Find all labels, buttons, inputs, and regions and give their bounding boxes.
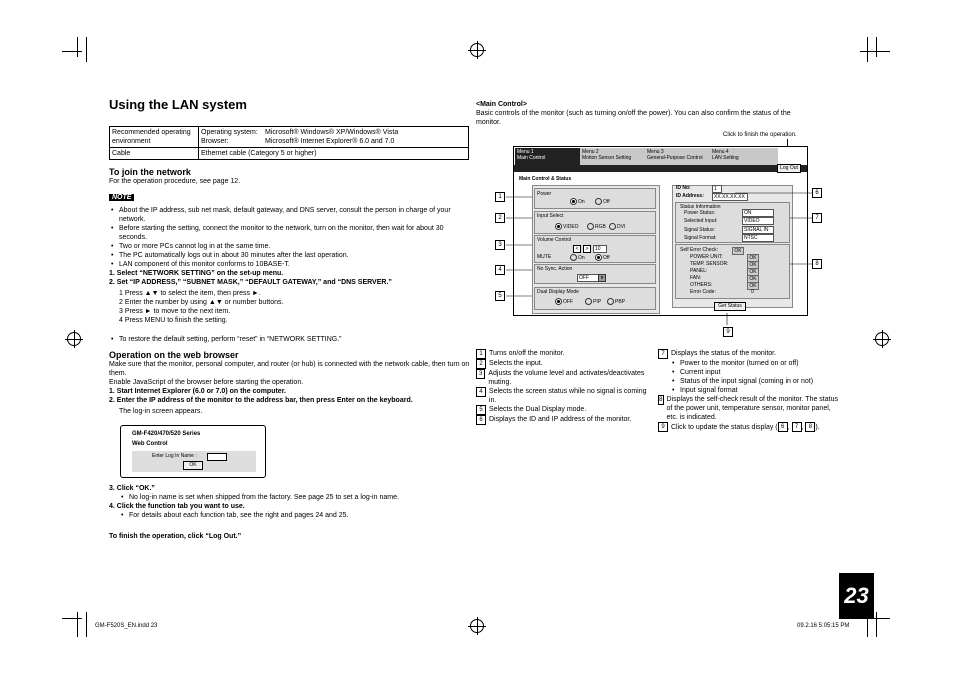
get-status-button[interactable]: Get Status bbox=[714, 302, 746, 311]
page-title: Using the LAN system bbox=[109, 97, 247, 112]
step: 1. Select “NETWORK SETTING” on the set-up menu. bbox=[109, 270, 284, 277]
step: 2. Set “IP ADDRESS,” “SUBNET MASK,” “DEFAULT GATEWAY,” and “DNS SERVER.” bbox=[109, 279, 392, 286]
footer-right: 09.2.16 5:05:15 PM bbox=[797, 623, 850, 629]
main-control-heading: <Main Control> bbox=[476, 101, 527, 108]
paragraph: Make sure that the monitor, personal computer, and router (or hub) is connected with the network cable, then turn on them. bbox=[109, 361, 470, 377]
callout-5: 5 bbox=[495, 291, 505, 301]
list-item: • No log-in name is set when shipped from the factory. See page 25 to set a log-in name. bbox=[129, 493, 471, 502]
note-list bbox=[109, 206, 471, 269]
intro-text: For the operation procedure, see page 12. bbox=[109, 178, 241, 185]
crop-mark bbox=[62, 618, 82, 619]
list-item: • Power to the monitor (turned on or off) bbox=[680, 359, 838, 368]
dual-display-group: Dual Display Mode OFF PIP PBP bbox=[534, 287, 656, 310]
note-label: NOTE bbox=[109, 194, 134, 201]
status-info-group: Status Information Power Status: ON Selected Input: VIDEO Signal Status: SIGNAL IN Signal Format: NTSC bbox=[675, 202, 790, 243]
page-number: 23 bbox=[839, 573, 874, 619]
callout-2: 2 bbox=[495, 213, 505, 223]
main-control-desc: Basic controls of the monitor (such as turning on/off the power). You can also confirm the status of the monitor. bbox=[476, 110, 791, 126]
substep: 2 Enter the number by using ▲▼ or number buttons. bbox=[119, 299, 284, 306]
power-group: Power On Off bbox=[534, 188, 656, 209]
callout-6: 6 bbox=[812, 188, 822, 198]
crop-mark bbox=[62, 51, 82, 52]
crop-mark bbox=[876, 612, 877, 637]
step: 4. Click the function tab you want to use. bbox=[109, 503, 245, 510]
crop-mark bbox=[86, 37, 87, 62]
list-item: • Before starting the setting, connect the monitor to the network, turn on the monitor, then wait for about 30 seconds. bbox=[119, 224, 471, 242]
tab-main-control[interactable]: Menu 1 Main Control bbox=[515, 148, 583, 166]
registration-mark-icon bbox=[67, 332, 81, 346]
volume-value: 10 bbox=[593, 245, 607, 253]
crop-mark bbox=[77, 37, 78, 57]
nosync-group: No Sync. Action OFF ▾ bbox=[534, 264, 656, 284]
crop-mark bbox=[876, 37, 877, 57]
tab-lan-setting[interactable]: Menu 4 LAN Setting bbox=[710, 148, 778, 166]
table-cell: Recommended operating environment bbox=[110, 127, 199, 148]
legend-left: 1 Turns on/off the monitor. 2 Selects the input. 3 Adjusts the volume level and activates/deactivates muting. 4 Selects the screen status while no signal is coming in. 5 Selects the Dual Display mode. 6 Displays the ID and IP address of the monitor. bbox=[476, 349, 654, 425]
finish-text: To finish the operation, click “Log Out.” bbox=[109, 533, 242, 540]
logout-callout: Click to finish the operation. bbox=[723, 132, 797, 138]
callout-3: 3 bbox=[495, 240, 505, 250]
login-prompt: Enter Log In Name : bbox=[152, 453, 197, 459]
table-cell: Operating system: Microsoft® Windows® XP/Windows® Vista Browser: Microsoft® Internet Explorer® 6.0 and 7.0 bbox=[199, 127, 469, 148]
volume-down-button[interactable]: < bbox=[573, 245, 581, 253]
join-network-section bbox=[109, 167, 471, 344]
callout-7: 7 bbox=[812, 213, 822, 223]
list-item: • Current input bbox=[680, 368, 838, 377]
chevron-down-icon[interactable]: ▾ bbox=[598, 274, 606, 282]
substep: 3 Press ► to move to the next item. bbox=[119, 308, 231, 315]
login-subtitle: Web Control bbox=[132, 441, 168, 447]
tab-motion-sensor[interactable]: Menu 2 Motion Sensor Setting bbox=[580, 148, 648, 166]
crop-mark bbox=[77, 612, 78, 637]
list-item: • About the IP address, sub net mask, default gateway, and DNS server, consult the person in charge of your network. bbox=[119, 206, 471, 224]
step: 1. Start Internet Explorer (6.0 or 7.0) on the computer. bbox=[109, 388, 286, 395]
callout-lines bbox=[480, 180, 820, 330]
callout-4: 4 bbox=[495, 265, 505, 275]
paragraph: Enable JavaScript of the browser before starting the operation. bbox=[109, 379, 304, 386]
paragraph: The log-in screen appears. bbox=[119, 408, 203, 415]
callout-8: 8 bbox=[812, 259, 822, 269]
web-browser-section bbox=[109, 350, 471, 416]
input-group: Input Select VIDEO RGB DVI bbox=[534, 211, 656, 234]
table-cell: Cable bbox=[110, 148, 199, 160]
list-item: • The PC automatically logs out in about 30 minutes after the last operation. bbox=[119, 251, 471, 260]
callout-1: 1 bbox=[495, 192, 505, 202]
nosync-select[interactable]: OFF bbox=[577, 274, 599, 282]
list-item: • Input signal format bbox=[680, 386, 838, 395]
tab-general-purpose[interactable]: Menu 3 General-Purpose Control bbox=[645, 148, 713, 166]
login-name-input[interactable] bbox=[207, 453, 227, 461]
step: 3. Click “OK.” bbox=[109, 485, 155, 492]
list-item: • For details about each function tab, see the right and pages 24 and 25. bbox=[129, 511, 471, 520]
panel-title: Main Control & Status bbox=[519, 176, 572, 182]
crop-mark bbox=[867, 37, 868, 62]
crop-mark bbox=[860, 51, 890, 52]
volume-up-button[interactable]: > bbox=[583, 245, 591, 253]
self-error-group: Self Error Check: OK POWER UNIT: OK TEMP. SENSOR: OK PANEL: OK FAN: OK OTHERS: OK Error Code: 0 bbox=[675, 244, 790, 299]
substep: 4 Press MENU to finish the setting. bbox=[119, 317, 228, 324]
substep: 1 Press ▲▼ to select the item, then press ►. bbox=[119, 290, 261, 297]
table-cell: Ethernet cable (Category 5 or higher) bbox=[199, 148, 469, 160]
section-heading: Operation on the web browser bbox=[109, 350, 239, 360]
step: 2. Enter the IP address of the monitor to the address bar, then press Enter on the keyboard. bbox=[109, 397, 413, 404]
login-title: GM-F420/470/520 Series bbox=[132, 431, 201, 437]
logout-button[interactable]: Log Out bbox=[777, 164, 801, 173]
registration-mark-icon bbox=[875, 332, 889, 346]
ok-button[interactable]: OK bbox=[183, 461, 203, 470]
list-item: • Two or more PCs cannot log in at the same time. bbox=[119, 242, 471, 251]
callout-9: 9 bbox=[723, 327, 733, 337]
section-heading: To join the network bbox=[109, 167, 191, 177]
table-row bbox=[110, 127, 469, 148]
registration-mark-icon bbox=[470, 43, 484, 57]
crop-mark bbox=[86, 612, 87, 637]
volume-group: Volume Control < > 10 MUTE On Off bbox=[534, 235, 656, 263]
requirements-table bbox=[109, 126, 469, 160]
list-item: • Status of the input signal (coming in or not) bbox=[680, 377, 838, 386]
list-item: • To restore the default setting, perform “reset” in “NETWORK SETTING.” bbox=[119, 335, 471, 344]
footer-left: GM-F520S_EN.indd 23 bbox=[95, 623, 158, 629]
login-screen bbox=[120, 425, 266, 478]
table-row bbox=[110, 148, 469, 160]
registration-mark-icon bbox=[470, 619, 484, 633]
main-control-screen: Menu 1 Main Control Menu 2 Motion Sensor Setting Menu 3 General-Purpose Control Menu 4 LAN Setting Log Out Main Control & Status Power On Off Input Select VIDEO RGB DVI Volume Control < > 10 MUTE On Off No Sync. Action OFF ▾ Dual Display Mode OFF PIP PBP ID No: 1 ID Address: XX.XX.XX.XX Status Information Power Status: ON Selected Input: VIDEO Signal Status: SIGNAL IN Signal Format: NTSC Self Error Check: OK POWER UNIT: OK TEMP. SENSOR: OK PANEL: OK FAN: OK OTHERS: OK Error Code: 0 Get Status bbox=[513, 146, 808, 316]
list-item: • LAN component of this monitor conforms to 10BASE-T. bbox=[119, 260, 471, 269]
legend-right: 7 Displays the status of the monitor. • Power to the monitor (turned on or off) • Current input • Status of the input signal (coming in or not) • Input signal format 8 Displays the self-check result of the monitor. The status of the power unit, temperature sensor, monitor panel, etc. is indicated. 9 Click to update the status display ( 6 , 7 , 8 ). bbox=[658, 349, 838, 432]
